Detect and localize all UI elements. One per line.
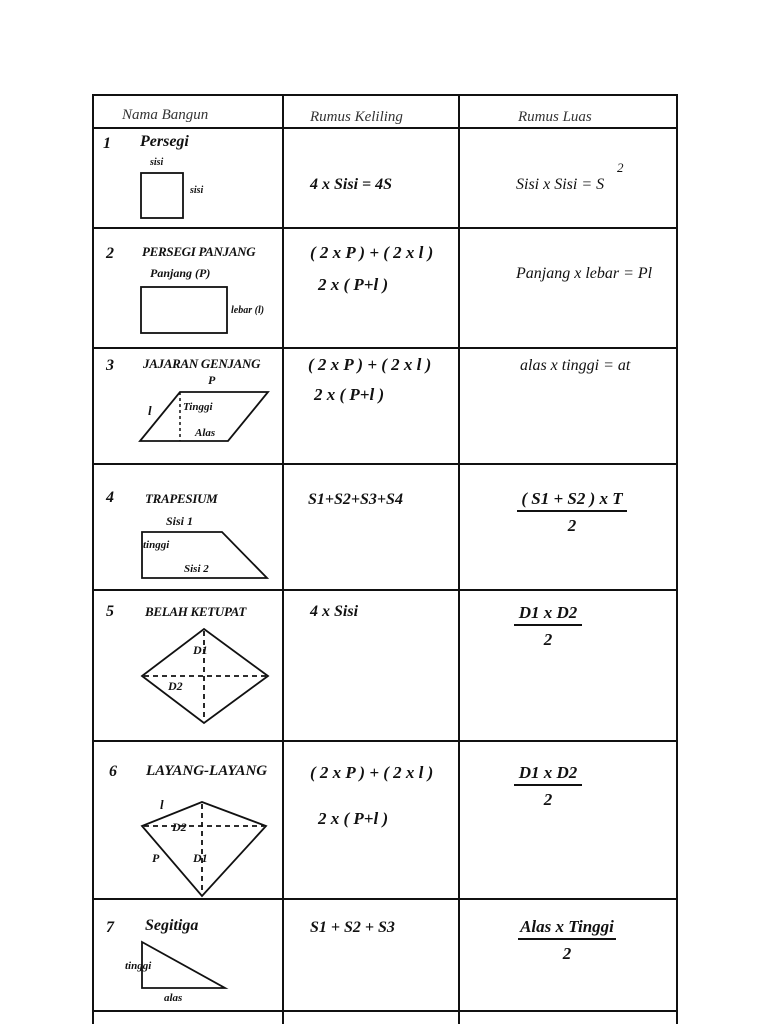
fraction-bar (518, 938, 616, 940)
area-fraction (518, 918, 616, 962)
square-figure (140, 172, 184, 220)
area-denominator: 2 (567, 516, 577, 535)
shape-name: LAYANG-LAYANG (146, 763, 268, 779)
table-row-divider (92, 589, 678, 591)
perimeter-formula: S1+S2+S3+S4 (308, 491, 403, 508)
label-sisi-1: Sisi 1 (166, 514, 194, 528)
table-border-left (92, 94, 94, 1024)
table-column-divider (282, 94, 284, 1024)
label-side-right: sisi (190, 185, 204, 196)
row-number: 5 (106, 603, 114, 620)
header-rumus-keliling: Rumus Keliling (310, 109, 403, 125)
row-number: 6 (109, 763, 117, 780)
table-row-divider (92, 1010, 678, 1012)
shape-name: TRAPESIUM (145, 491, 218, 506)
area-numerator: ( S1 + S2 ) x T (521, 489, 623, 508)
row-number: 1 (103, 135, 111, 152)
table-border-right (676, 94, 678, 1024)
header-rumus-luas: Rumus Luas (518, 109, 592, 125)
table-row-divider (92, 740, 678, 742)
perimeter-formula-simplified: 2 x ( P+l ) (318, 275, 389, 294)
perimeter-formula: ( 2 x P ) + ( 2 x l ) (308, 355, 432, 374)
label-d1: D1 (193, 643, 208, 657)
shape-name: PERSEGI PANJANG (142, 244, 256, 259)
perimeter-formula: 4 x Sisi = 4S (310, 176, 393, 193)
table-border-top (92, 94, 678, 96)
shape-name: Persegi (140, 133, 189, 150)
fraction-bar (517, 510, 627, 512)
label-length: Panjang (P) (150, 266, 211, 280)
area-formula: Sisi x Sisi = S (516, 176, 605, 193)
label-sisi-2: Sisi 2 (184, 563, 209, 575)
area-numerator: Alas x Tinggi (520, 917, 614, 936)
label-d2: D2 (172, 820, 187, 834)
area-fraction (517, 490, 627, 534)
label-side-top: sisi (150, 157, 164, 168)
table-column-divider (458, 94, 460, 1024)
area-denominator: 2 (543, 790, 553, 809)
area-numerator: D1 x D2 (518, 763, 578, 782)
row-number: 7 (106, 919, 114, 936)
label-base: Alas (195, 427, 216, 439)
row-number: 4 (106, 489, 114, 506)
shape-name: Segitiga (145, 917, 199, 934)
fraction-bar (514, 784, 582, 786)
area-numerator: D1 x D2 (518, 603, 578, 622)
rhombus-figure (140, 627, 270, 725)
row-number: 2 (106, 245, 114, 262)
label-width: lebar (l) (231, 305, 265, 316)
label-d2: D2 (168, 679, 183, 693)
perimeter-formula: ( 2 x P ) + ( 2 x l ) (310, 763, 434, 782)
perimeter-formula-simplified: 2 x ( P+l ) (314, 385, 385, 404)
area-denominator: 2 (562, 944, 572, 963)
perimeter-formula: S1 + S2 + S3 (310, 919, 395, 936)
area-fraction (514, 764, 582, 808)
area-fraction (514, 604, 582, 648)
label-base: alas (164, 992, 183, 1004)
rectangle-figure (140, 286, 228, 334)
label-height: tinggi (125, 960, 152, 972)
kite-figure (140, 797, 270, 898)
triangle-figure (140, 940, 228, 990)
label-side-l: l (148, 403, 152, 418)
label-p: P (152, 851, 160, 865)
table-row-divider (92, 347, 678, 349)
area-formula: Panjang x lebar = Pl (516, 265, 653, 282)
row-number: 3 (106, 357, 114, 374)
label-height: tinggi (143, 539, 170, 551)
table-row-divider (92, 898, 678, 900)
table-row-divider (92, 463, 678, 465)
shape-name: BELAH KETUPAT (145, 604, 246, 619)
label-height: Tinggi (183, 401, 213, 413)
perimeter-formula-simplified: 2 x ( P+l ) (318, 809, 389, 828)
area-formula: alas x tinggi = at (520, 357, 631, 374)
area-superscript: 2 (617, 160, 624, 175)
area-denominator: 2 (543, 630, 553, 649)
perimeter-formula: ( 2 x P ) + ( 2 x l ) (310, 243, 434, 262)
shape-name: JAJARAN GENJANG (143, 356, 261, 371)
label-top-p: P (208, 373, 216, 387)
perimeter-formula: 4 x Sisi (310, 603, 359, 620)
label-l: l (160, 797, 164, 812)
table-row-divider (92, 227, 678, 229)
fraction-bar (514, 624, 582, 626)
table-row-divider (92, 127, 678, 129)
label-d1: D1 (193, 851, 208, 865)
header-nama-bangun: Nama Bangun (122, 107, 209, 123)
